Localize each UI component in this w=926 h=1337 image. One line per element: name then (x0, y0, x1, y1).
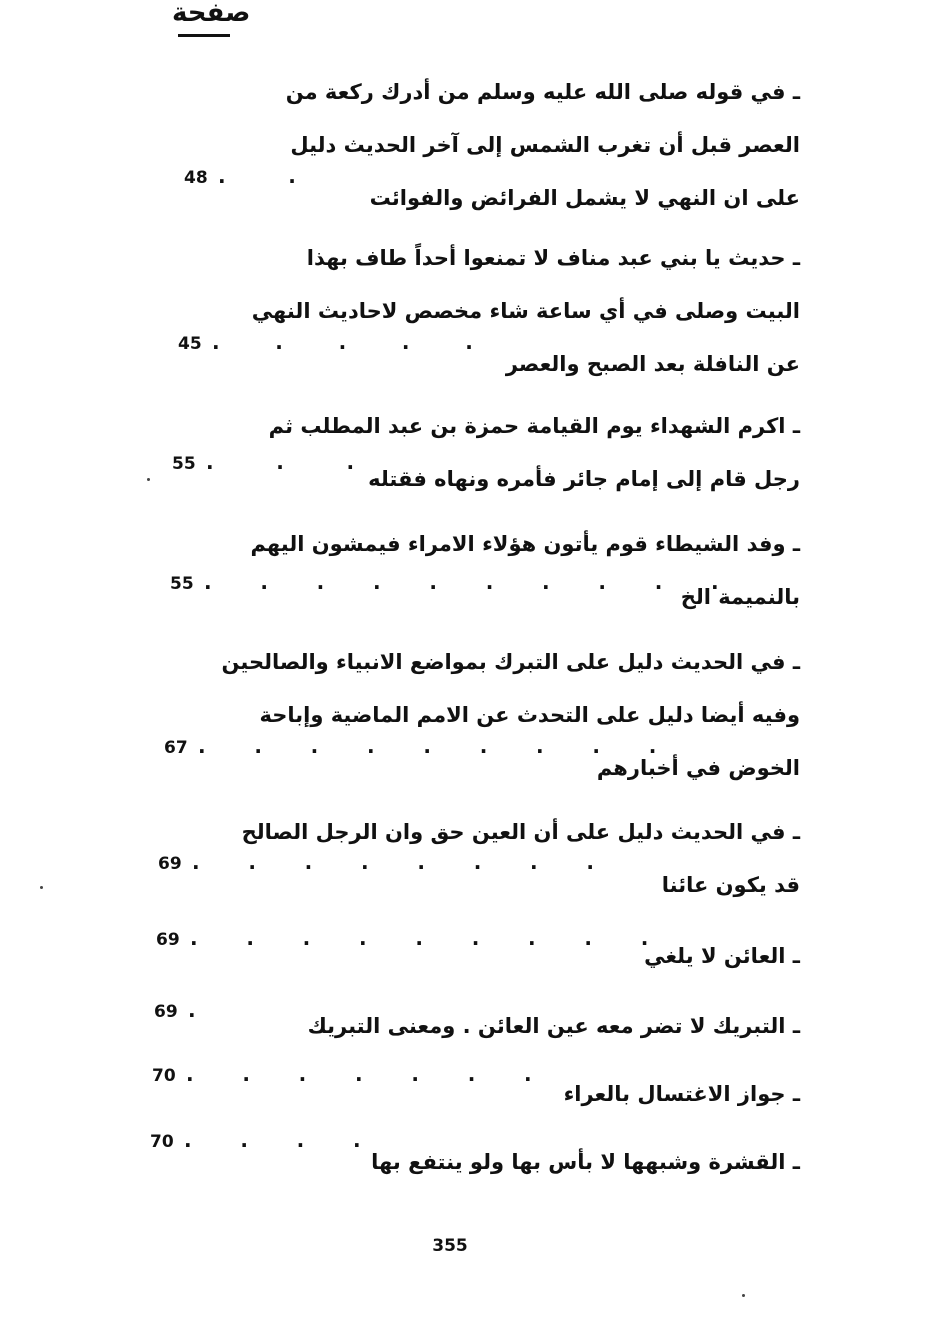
page-leader (154, 998, 196, 1022)
dot-leader: . . . . . . . . . (198, 734, 657, 758)
entry-text (564, 1068, 800, 1121)
dot-leader: . (188, 998, 196, 1022)
entry-line: ـ العائن لا يلغي (644, 944, 800, 968)
page-leader (172, 450, 354, 474)
dot-leader: . . . . . . . . . . (204, 570, 719, 594)
dot-leader: . . . . . . . . (192, 850, 594, 874)
index-entry (150, 1000, 800, 1056)
index-entry (150, 400, 800, 510)
dot-leader: . . . . . . . (186, 1062, 532, 1086)
entry-text (222, 636, 800, 795)
dot-leader: . . . (206, 450, 355, 474)
scan-speck (147, 478, 150, 481)
index-entry (150, 926, 800, 986)
entry-line: ـ حديث يا بني عبد مناف لا تمنعوا أحداً طاف بهذا (306, 246, 800, 270)
header-underline (178, 34, 230, 37)
page-reference: 67 (164, 738, 188, 758)
page-reference: 69 (158, 854, 182, 874)
dot-leader: . . . . . (212, 330, 473, 354)
entry-line: وفيه أيضا دليل على التحدث عن الامم الماضية وإباحة (259, 703, 800, 727)
page-reference: 55 (170, 574, 194, 594)
entry-line: ـ وفد الشيطاء قوم يأتون هؤلاء الامراء فيمشون اليهم (250, 532, 800, 556)
entry-line: ـ القشرة وشبهها لا بأس بها ولو ينتفع بها (371, 1150, 800, 1174)
page-leader (170, 570, 719, 594)
index-entry (150, 66, 800, 226)
page-reference: 48 (184, 168, 208, 188)
entry-line: ـ في قوله صلى الله عليه وسلم من أدرك ركعة من (285, 80, 800, 104)
page-leader (164, 734, 656, 758)
entry-line: ـ التبريك لا تضر معه عين العائن . ومعنى التبريك (307, 1014, 800, 1038)
page-column-header: صفحة (172, 0, 251, 28)
entry-line: على ان النهي لا يشمل الفرائض والفوائت (369, 186, 800, 210)
entry-line: عن النافلة بعد الصبح والعصر (505, 352, 800, 376)
index-entry (150, 636, 800, 796)
entry-text (286, 66, 800, 225)
page-leader (158, 850, 594, 874)
page-reference: 69 (156, 930, 180, 950)
entry-line: الخوض في أخبارهم (596, 756, 800, 780)
dot-leader: . . (218, 164, 296, 188)
entry-line: ـ في الحديث دليل على التبرك بمواضع الانبياء والصالحين (221, 650, 800, 674)
page-leader (152, 1062, 532, 1086)
entry-text (644, 930, 800, 983)
entry-line: ـ جواز الاغتسال بالعراء (563, 1082, 800, 1106)
entry-text (308, 1000, 800, 1053)
page-reference: 69 (154, 1002, 178, 1022)
page-leader (156, 926, 648, 950)
index-entry (150, 1128, 800, 1192)
scan-speck (40, 886, 43, 889)
page-leader (178, 330, 473, 354)
entry-line: قد يكون عائنا (661, 873, 800, 897)
page-leader (150, 1128, 361, 1152)
entry-line: البيت وصلى في أي ساعة شاء مخصص لاحاديث النهي (251, 299, 800, 323)
entry-line: بالنميمة الخ (680, 585, 800, 609)
page-reference: 55 (172, 454, 196, 474)
dot-leader: . . . . . . . . . (190, 926, 649, 950)
dot-leader: . . . . (184, 1128, 361, 1152)
page-leader (184, 164, 296, 188)
index-entry (150, 518, 800, 628)
entry-line: العصر قبل أن تغرب الشمس إلى آخر الحديث دليل (290, 133, 800, 157)
entry-line: ـ في الحديث دليل على أن العين حق وان الرجل الصالح (241, 820, 800, 844)
page-number: 355 (432, 1236, 468, 1256)
scan-speck (742, 1294, 745, 1297)
page-reference: 45 (178, 334, 202, 354)
entry-text (252, 232, 800, 391)
entry-text (371, 1136, 800, 1189)
index-entry (150, 232, 800, 392)
page-reference: 70 (150, 1132, 174, 1152)
index-entry (150, 1062, 800, 1124)
entry-line: ـ اكرم الشهداء يوم القيامة حمزة بن عبد المطلب ثم (268, 414, 800, 438)
index-entry (150, 806, 800, 916)
page-reference: 70 (152, 1066, 176, 1086)
entry-line: رجل قام إلى إمام جائر فأمره ونهاه فقتله (368, 467, 800, 491)
